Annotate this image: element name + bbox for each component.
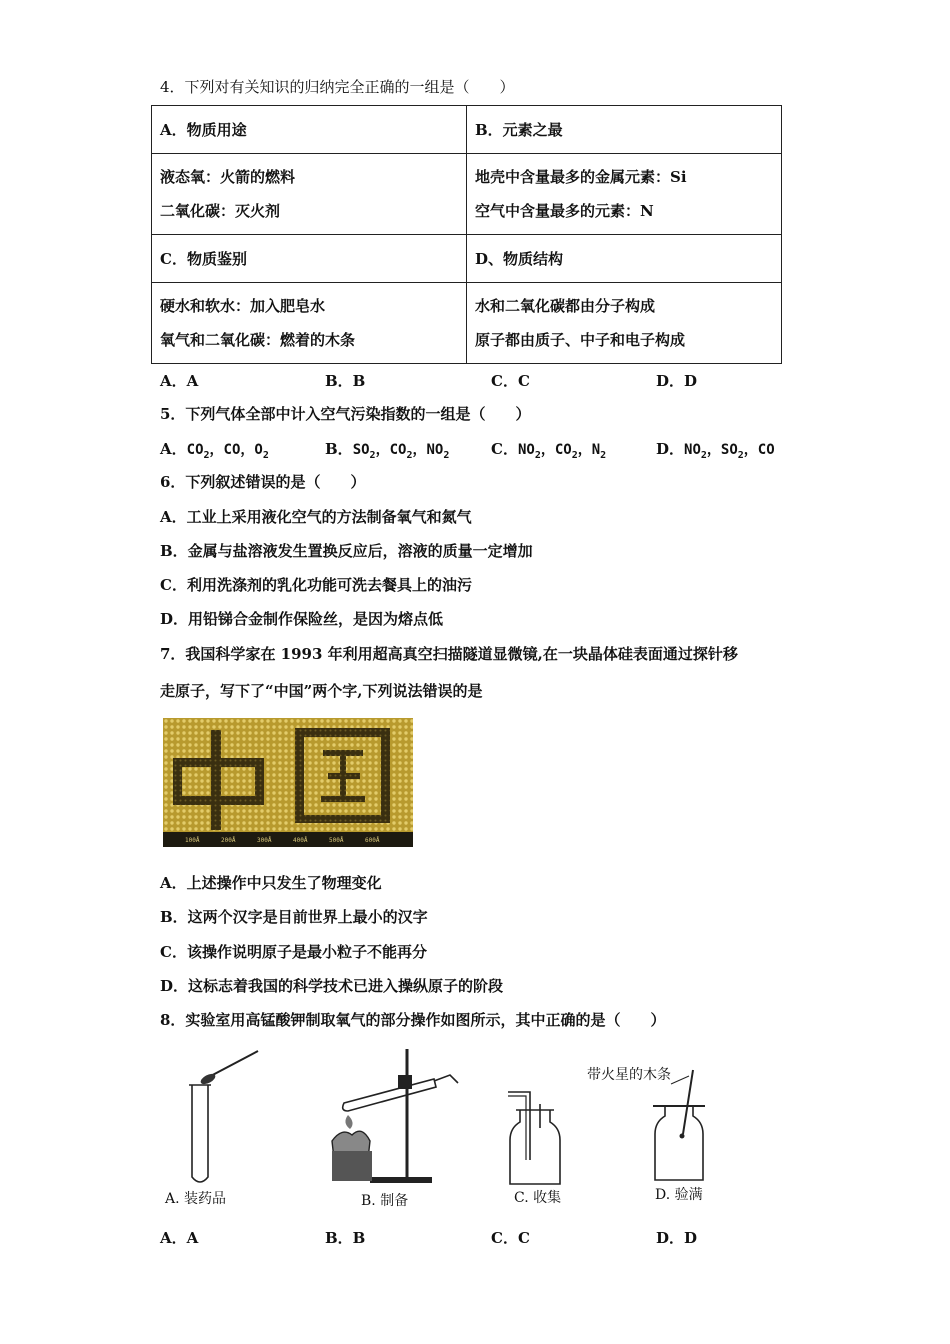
q5-option-d[interactable] xyxy=(656,438,775,461)
q5-option-a[interactable] xyxy=(160,438,269,461)
q5-c-p2: ，CO xyxy=(540,442,572,458)
q6-option-d[interactable]: D．用铅锑合金制作保险丝，是因为熔点低 xyxy=(160,610,444,628)
q5-b-p5: 2 xyxy=(443,449,450,461)
q4-option-d[interactable]: D．D xyxy=(656,372,698,390)
q5-b-label: B． xyxy=(325,440,353,458)
q5-c-p4: ，N xyxy=(577,442,601,458)
q5-option-b[interactable] xyxy=(325,438,449,461)
q5-c-p5: 2 xyxy=(600,449,607,461)
q4-cell-b-body xyxy=(467,154,782,235)
q4-c-line2: 氧气和二氧化碳：燃着的木条 xyxy=(160,331,356,349)
q4-stem: 4．下列对有关知识的归纳完全正确的一组是（ ） xyxy=(160,78,515,96)
q4-d-line2: 原子都由质子、中子和电子构成 xyxy=(475,331,686,349)
q8-option-a[interactable]: A．A xyxy=(160,1229,199,1247)
q7-option-c[interactable]: C．该操作说明原子是最小粒子不能再分 xyxy=(160,943,427,961)
figure-d-splint-bottle xyxy=(645,1062,715,1186)
q6-option-a[interactable]: A．工业上采用液化空气的方法制备氧气和氮气 xyxy=(160,508,472,526)
q8-option-b[interactable]: B．B xyxy=(325,1229,366,1247)
figure-d-note: 带火星的木条 xyxy=(587,1067,671,1083)
q4-cell-c-head: C．物质鉴别 xyxy=(152,235,467,283)
q5-d-p2: ，SO xyxy=(706,442,738,458)
q4-a-line2: 二氧化碳：灭火剂 xyxy=(160,202,281,220)
q5-d-p3: 2 xyxy=(737,449,744,461)
q5-c-p0: NO xyxy=(517,442,535,458)
q5-a-label: A． xyxy=(160,440,187,458)
q5-b-p2: ，CO xyxy=(375,442,407,458)
figure-d-label: D. 验满 xyxy=(655,1187,703,1203)
q5-c-p1: 2 xyxy=(534,449,541,461)
q4-c-line1: 硬水和软水：加入肥皂水 xyxy=(160,297,326,315)
figure-b-label: B. 制备 xyxy=(361,1193,409,1209)
q4-option-b[interactable]: B．B xyxy=(325,372,366,390)
svg-text:100Å: 100Å xyxy=(185,837,200,844)
q5-d-label: D． xyxy=(656,440,685,458)
q4-d-line1: 水和二氧化碳都由分子构成 xyxy=(475,297,656,315)
q5-b-p0: SO xyxy=(352,442,370,458)
q5-a-p3: 2 xyxy=(262,449,269,461)
q5-option-c[interactable] xyxy=(491,438,606,461)
q5-a-p2: ，CO，O xyxy=(209,442,263,458)
q4-option-a[interactable]: A．A xyxy=(160,372,199,390)
figure-b-heating-setup xyxy=(322,1045,472,1190)
q7-stem-line1: 7．我国科学家在 1993 年利用超高真空扫描隧道显微镜,在一块晶体硅表面通过探针移 xyxy=(160,645,738,663)
q5-d-p4: ，CO xyxy=(743,442,775,458)
q5-b-p1: 2 xyxy=(369,449,376,461)
figure-a-loading-test-tube xyxy=(160,1045,270,1195)
svg-text:300Å: 300Å xyxy=(257,837,272,844)
q8-option-c[interactable]: C．C xyxy=(491,1229,530,1247)
q4-cell-a-head: A．物质用途 xyxy=(152,106,467,154)
q4-cell-d-body xyxy=(467,283,782,364)
q4-b-line1: 地壳中含量最多的金属元素：Si xyxy=(475,168,687,186)
q7-option-a[interactable]: A．上述操作中只发生了物理变化 xyxy=(160,874,382,892)
svg-text:600Å: 600Å xyxy=(365,837,380,844)
q6-option-b[interactable]: B．金属与盐溶液发生置换反应后，溶液的质量一定增加 xyxy=(160,542,533,560)
q4-option-c[interactable]: C．C xyxy=(491,372,530,390)
q5-d-p0: NO xyxy=(684,442,701,458)
q4-cell-a-body xyxy=(152,154,467,235)
q5-d-p1: 2 xyxy=(700,449,707,461)
q5-c-p3: 2 xyxy=(571,449,578,461)
figure-c-label: C. 收集 xyxy=(514,1190,562,1206)
q6-option-c[interactable]: C．利用洗涤剂的乳化功能可洗去餐具上的油污 xyxy=(160,576,472,594)
figure-a-label: A. 装药品 xyxy=(165,1191,227,1207)
q4-cell-b-head: B．元素之最 xyxy=(467,106,782,154)
q5-a-p0: CO xyxy=(186,442,204,458)
svg-text:200Å: 200Å xyxy=(221,837,236,844)
q4-cell-c-body xyxy=(152,283,467,364)
q7-option-b[interactable]: B．这两个汉字是目前世界上最小的汉字 xyxy=(160,908,428,926)
q7-option-d[interactable]: D．这标志着我国的科学技术已进入操纵原子的阶段 xyxy=(160,977,504,995)
figure-c-gas-bottle xyxy=(500,1080,570,1188)
q4-a-line1: 液态氧：火箭的燃料 xyxy=(160,168,296,186)
svg-text:500Å: 500Å xyxy=(329,837,344,844)
silicon-atoms-zhongguo-image xyxy=(163,718,413,847)
q8-option-d[interactable]: D．D xyxy=(656,1229,698,1247)
q5-b-p3: 2 xyxy=(406,449,413,461)
q5-b-p4: ，NO xyxy=(412,442,444,458)
q6-stem: 6．下列叙述错误的是（ ） xyxy=(160,473,366,491)
q8-stem: 8．实验室用高锰酸钾制取氧气的部分操作如图所示，其中正确的是（ ） xyxy=(160,1011,666,1029)
q4-b-line2: 空气中含量最多的元素：N xyxy=(475,202,654,220)
q5-stem: 5．下列气体全部中计入空气污染指数的一组是（ ） xyxy=(160,405,531,423)
svg-text:400Å: 400Å xyxy=(293,837,308,844)
q4-cell-d-head: D、物质结构 xyxy=(467,235,782,283)
q5-a-p1: 2 xyxy=(203,449,210,461)
q4-table xyxy=(151,105,782,364)
q7-stem-line2: 走原子，写下了“中国”两个字,下列说法错误的是 xyxy=(160,682,483,700)
q5-c-label: C． xyxy=(491,440,518,458)
